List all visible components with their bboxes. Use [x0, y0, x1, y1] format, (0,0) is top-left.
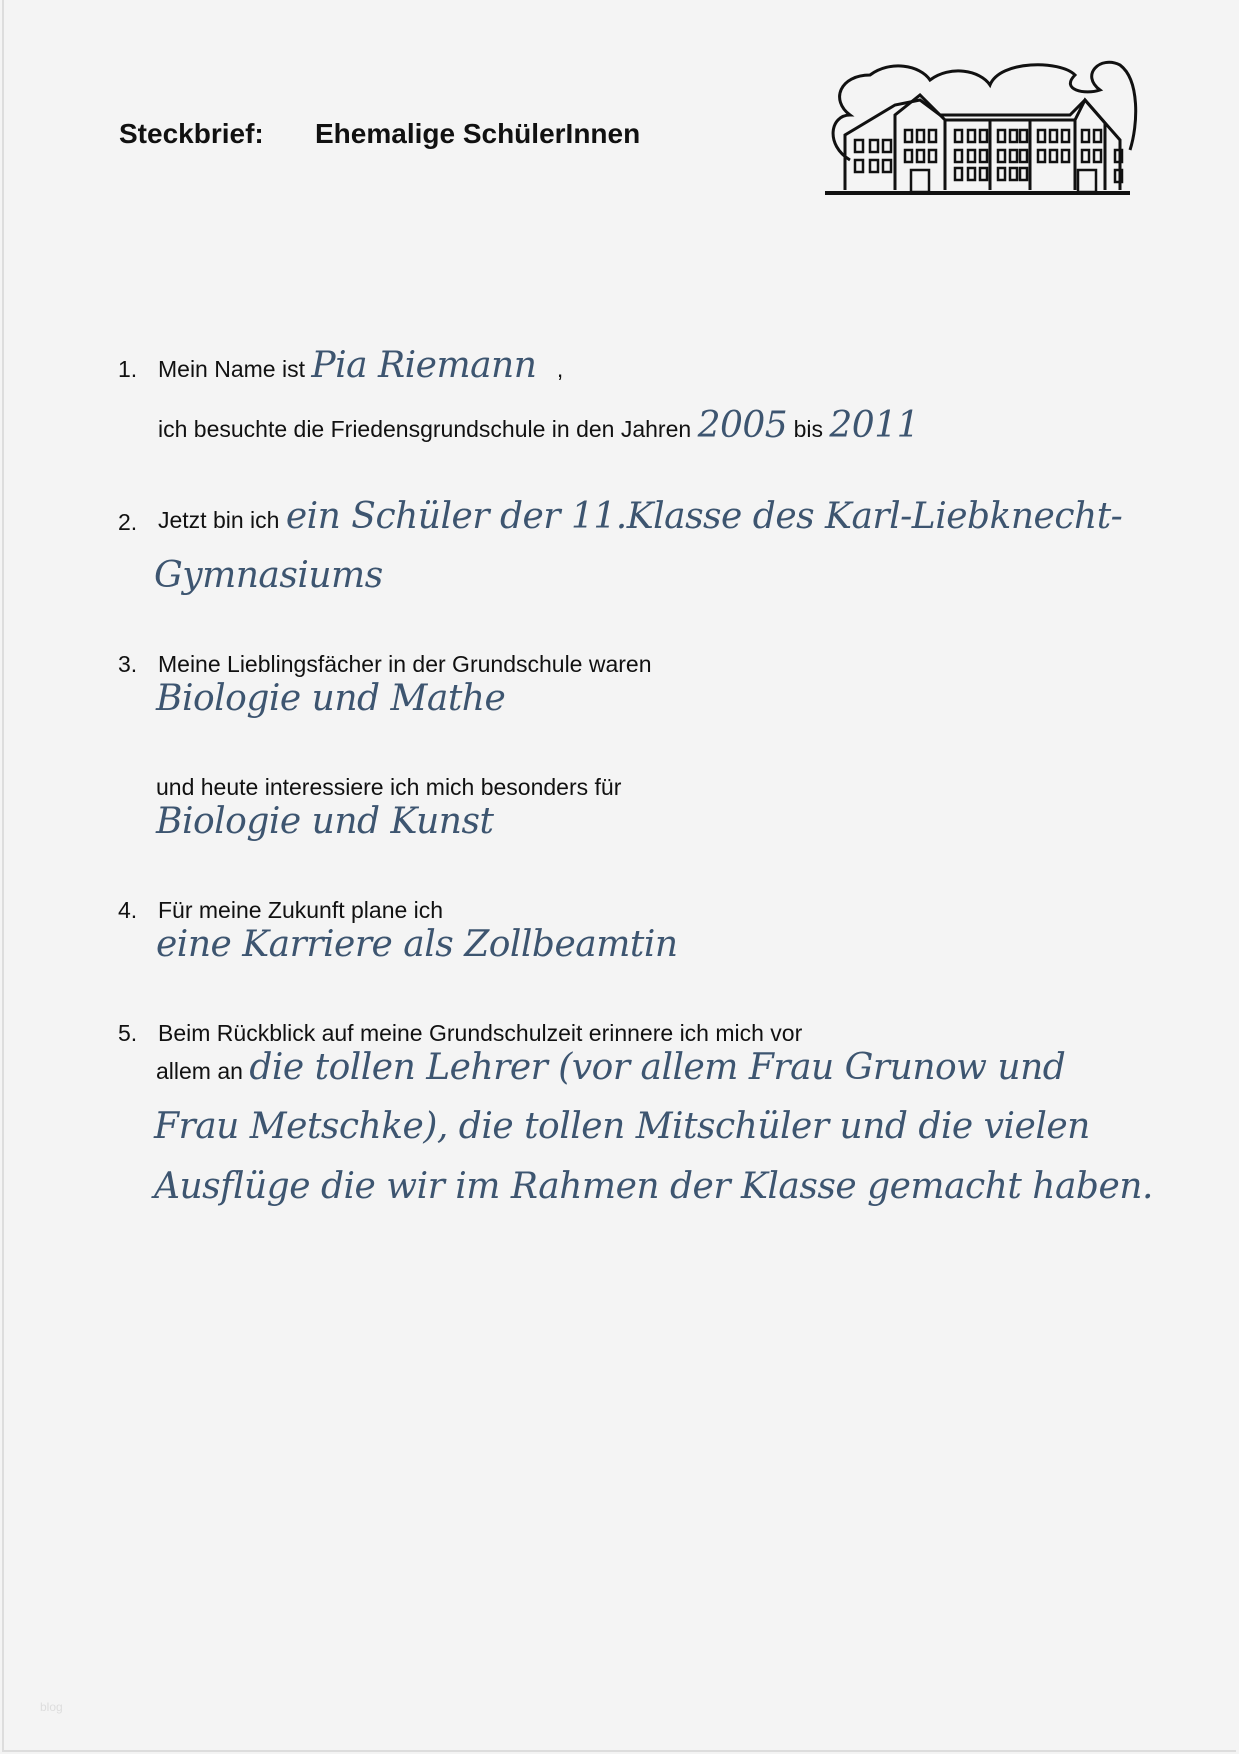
header-title: Ehemalige SchülerInnen	[315, 118, 641, 149]
item-5-answer-line2: Frau Metschke), die tollen Mitschüler und die vielen	[154, 1106, 1090, 1147]
item-4-prompt: Für meine Zukunft plane ich	[158, 897, 444, 923]
item-3-prompt2: und heute interessiere ich mich besonders für	[156, 774, 622, 800]
item-1-prompt: Mein Name ist	[158, 356, 305, 382]
item-1-prompt2: ich besuchte die Friedensgrundschule in den Jahren	[158, 416, 692, 442]
item-1-suffix: ,	[556, 356, 564, 382]
item-1-number: 1.	[118, 356, 138, 382]
item-2-answer-line2: Gymnasiums	[154, 555, 383, 596]
school-building-icon	[820, 45, 1140, 195]
item-3-number: 3.	[118, 651, 138, 677]
item-3-answer: Biologie und Mathe	[156, 678, 506, 719]
item-5-prompt: Beim Rückblick auf meine Grundschulzeit erinnere ich mich vor	[158, 1020, 803, 1046]
item-5-answer-line3: Ausflüge die wir im Rahmen der Klasse gemacht haben.	[154, 1166, 1153, 1207]
watermark: blog	[40, 1700, 63, 1714]
item-1-mid: bis	[793, 416, 823, 442]
item-1-to: 2011	[829, 405, 920, 446]
item-1-answer: Pia Riemann	[311, 345, 537, 386]
item-4-number: 4.	[118, 897, 138, 923]
page-frame	[2, 0, 1236, 1752]
item-2-number: 2.	[118, 509, 138, 535]
item-4-answer: eine Karriere als Zollbeamtin	[156, 924, 678, 965]
item-2-prompt: Jetzt bin ich	[158, 507, 280, 533]
item-1-from: 2005	[697, 405, 788, 446]
item-3-answer2: Biologie und Kunst	[156, 801, 494, 842]
item-3-prompt: Meine Lieblingsfächer in der Grundschule waren	[158, 651, 652, 677]
item-5-answer-line1: die tollen Lehrer (vor allem Frau Grunow und	[249, 1047, 1066, 1088]
item-5-number: 5.	[118, 1020, 138, 1046]
header-label: Steckbrief:	[119, 118, 264, 149]
item-2-answer-line1: ein Schüler der 11.Klasse des Karl-Liebknecht-	[285, 496, 1123, 537]
item-5-prompt2: allem an	[156, 1058, 243, 1084]
